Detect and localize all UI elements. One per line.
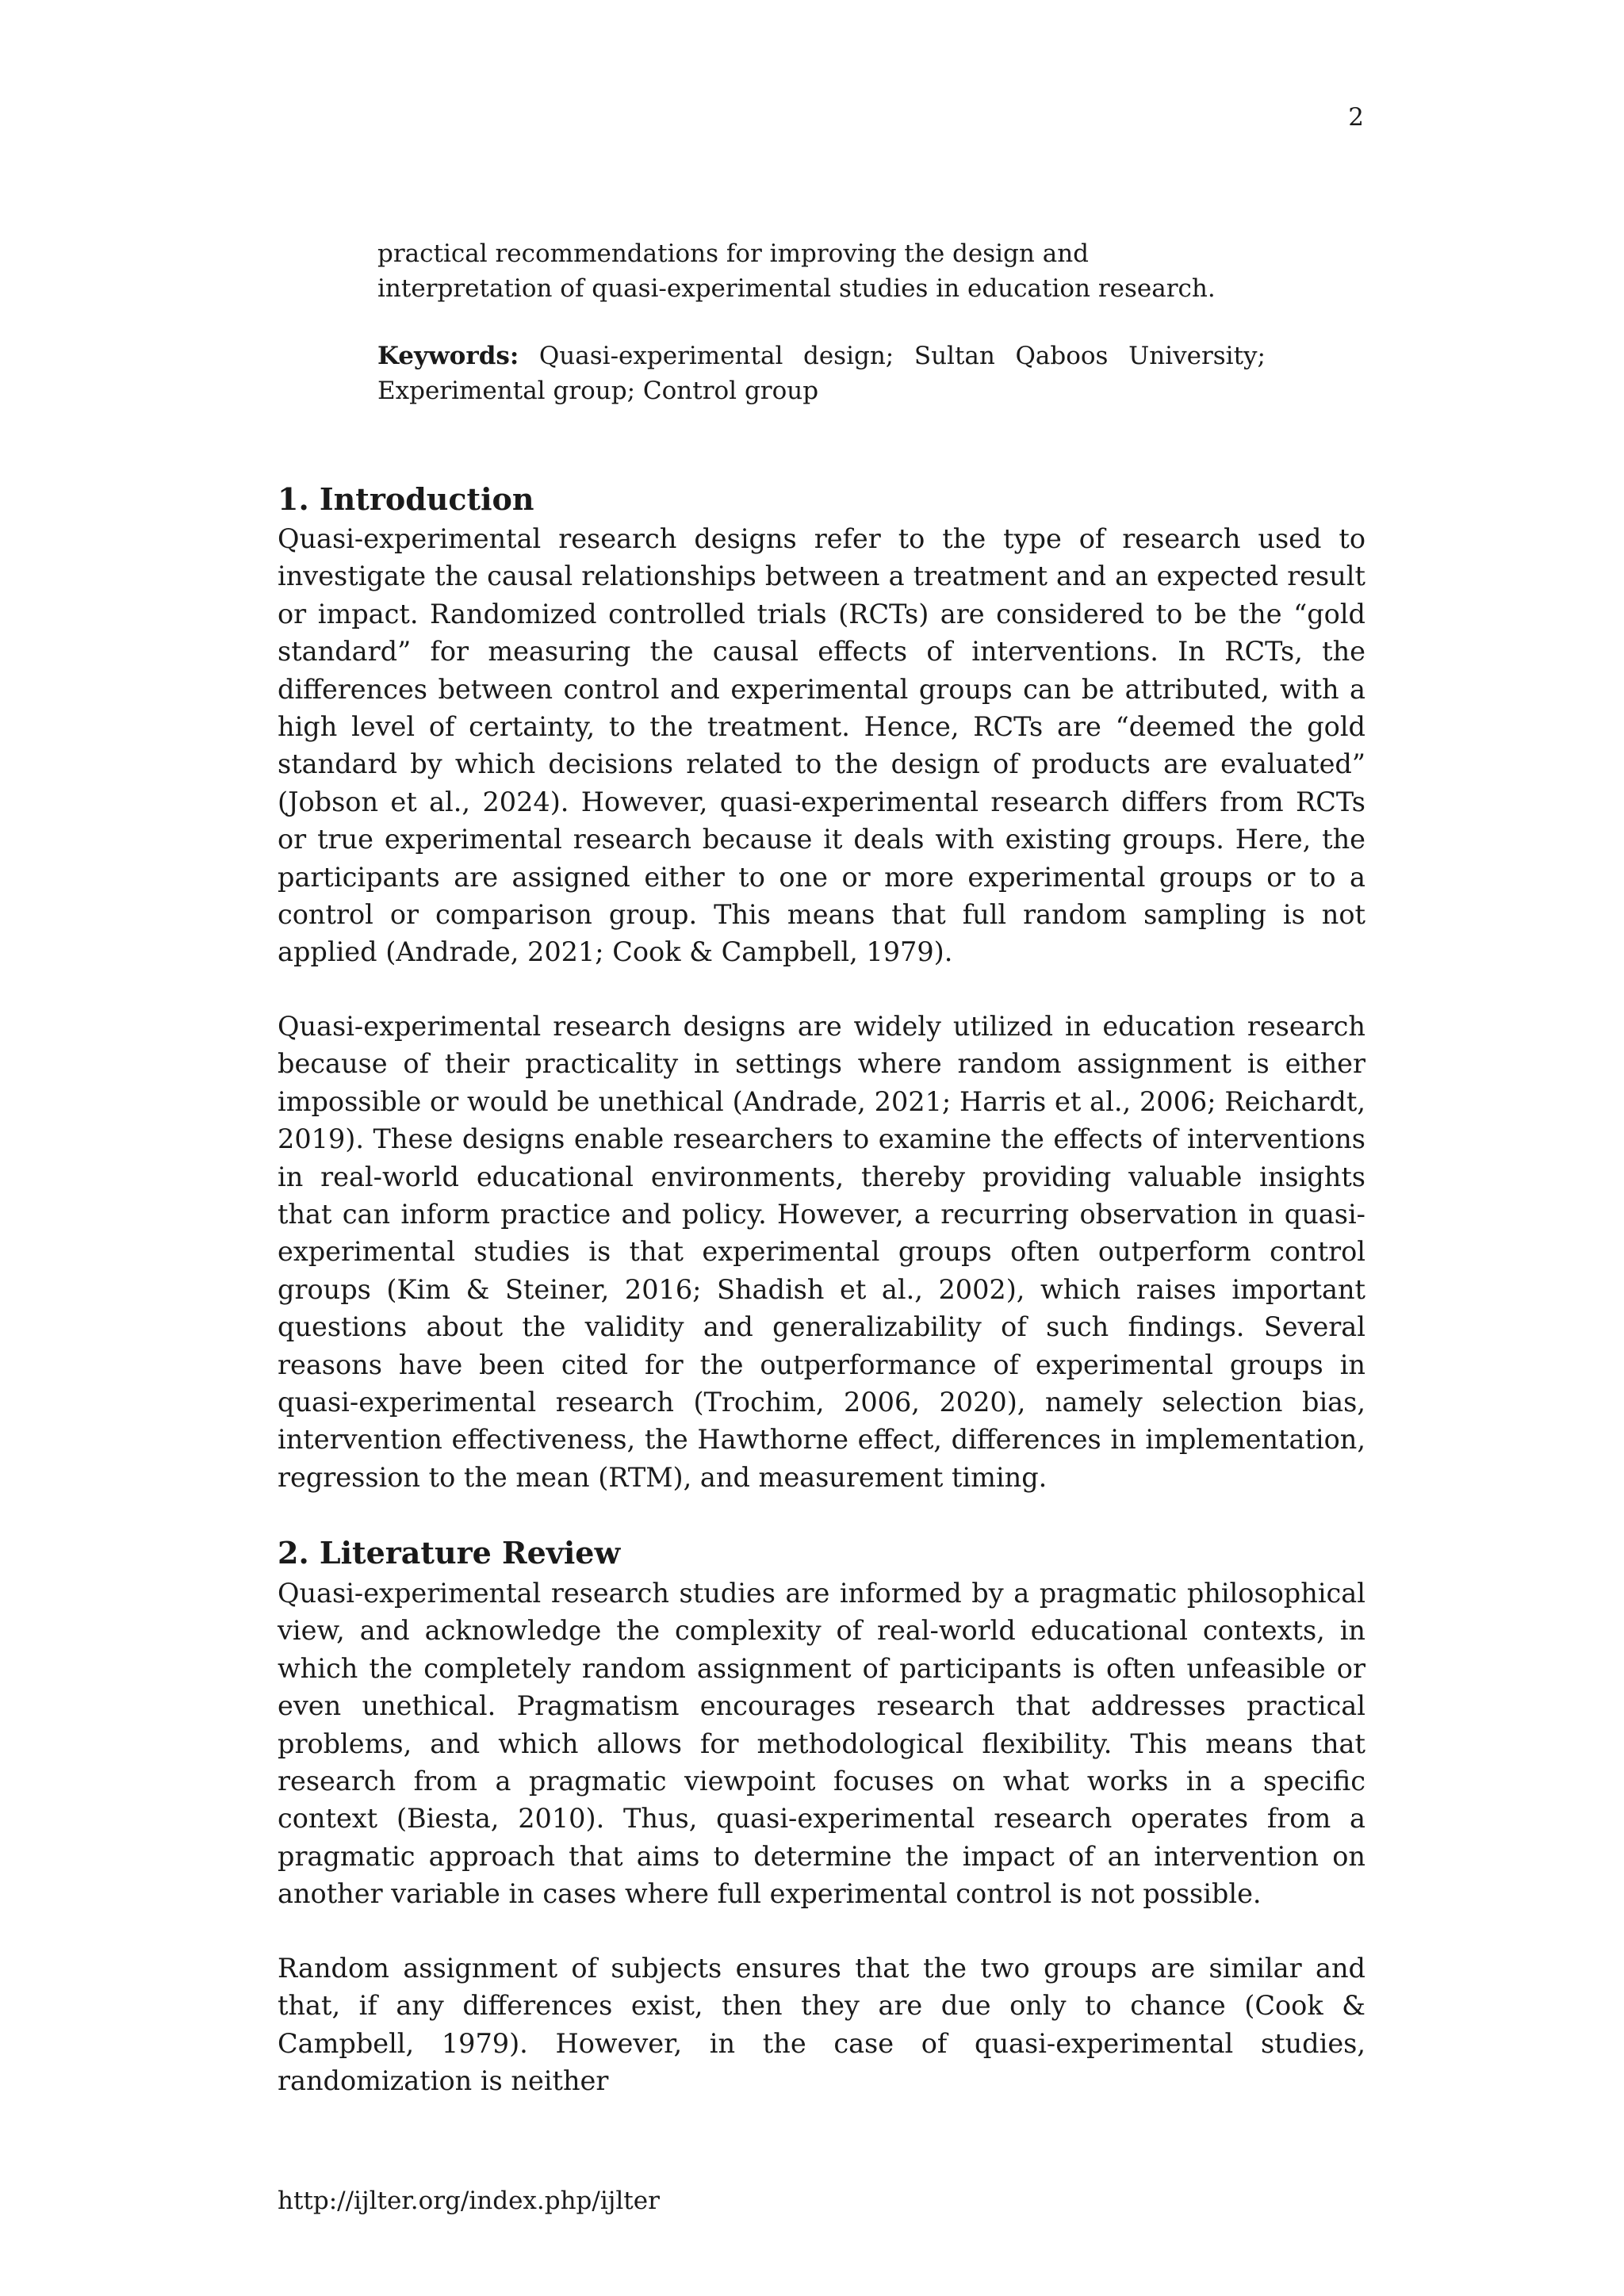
literature-review-paragraph-2: Random assignment of subjects ensures that the two groups are similar and that, if any differences exist, then they are due only to chance (Cook & Campbell, 1979). However, in the case of quasi-experimental studies, randomization is neither	[278, 1953, 1365, 2097]
literature-review-heading: 2. Literature Review	[278, 1535, 621, 1571]
introduction-paragraph-1: Quasi-experimental research designs refer to the type of research used to investigate the causal relationships between a treatment and an expected result or impact. Randomized controlled trials (RCTs) are considered to be the “gold standard” for measuring the causal effects of interventions. In RCTs, the differences between control and experimental groups can be attributed, with a high level of certainty, to the treatment. Hence, RCTs are “deemed the gold standard by which decisions related to the design of products are evaluated” (Jobson et al., 2024). However, quasi-experimental research differs from RCTs or true experimental research because it deals with existing groups. Here, the participants are assigned either to one or more experimental groups or to a control or comparison group. This means that full random sampling is not applied (Andrade, 2021; Cook & Campbell, 1979).	[278, 523, 1365, 968]
introduction-paragraph-2: Quasi-experimental research designs are widely utilized in education research because of their practicality in settings where random assignment is either impossible or would be unethical (Andrade, 2021; Harris et al., 2006; Reichardt, 2019). These designs enable researchers to examine the effects of interventions in real-world educational environments, thereby providing valuable insights that can inform practice and policy. However, a recurring observation in quasi-experimental studies is that experimental groups often outperform control groups (Kim & Steiner, 2016; Shadish et al., 2002), which raises important questions about the validity and generalizability of such findings. Several reasons have been cited for the outperformance of experimental groups in quasi-experimental research (Trochim, 2006, 2020), namely selection bias, intervention effectiveness, the Hawthorne effect, differences in implementation, regression to the mean (RTM), and measurement timing.	[278, 1011, 1365, 1493]
literature-review-paragraph-1: Quasi-experimental research studies are informed by a pragmatic philosophical view, and acknowledge the complexity of real-world educational contexts, in which the completely random assignment of participants is often unfeasible or even unethical. Pragmatism encourages research that addresses practical problems, and which allows for methodological flexibility. This means that research from a pragmatic viewpoint focuses on what works in a specific context (Biesta, 2010). Thus, quasi-experimental research operates from a pragmatic approach that aims to determine the impact of an intervention on another variable in cases where full experimental control is not possible.	[278, 1578, 1365, 1910]
introduction-heading: 1. Introduction	[278, 481, 534, 517]
keywords-text: Quasi-experimental design; Sultan Qaboos University; Experimental group; Control group	[377, 342, 1266, 405]
footer-url-link[interactable]: http://ijlter.org/index.php/ijlter	[278, 2187, 660, 2215]
page-number: 2	[1348, 103, 1364, 132]
abstract-tail: practical recommendations for improving the design and interpretation of quasi-experimental studies in education research.	[377, 239, 1216, 303]
keywords	[377, 339, 1266, 408]
keywords-label: Keywords:	[377, 342, 519, 370]
